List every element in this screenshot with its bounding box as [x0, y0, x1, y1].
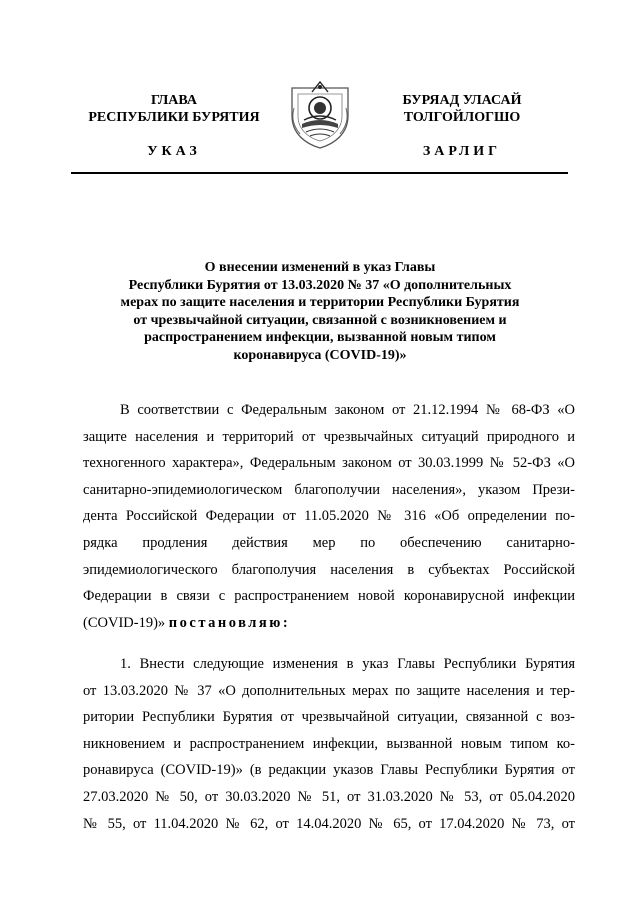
- document-title: [100, 259, 540, 364]
- decree-keyword: постановляю:: [168, 614, 291, 631]
- header-right-line2: ТОЛГОЙЛОГШО: [403, 110, 521, 125]
- paragraph-line: санитарно-эпидемиологическом благополучии населения», указом Прези-: [83, 481, 575, 498]
- paragraph-line: никновением и распространением инфекции, вызванной новым типом ко-: [83, 735, 575, 752]
- paragraph-line: от 13.03.2020 № 37 «О дополнительных мерах по защите населения и тер-: [83, 682, 575, 699]
- paragraph-line: 27.03.2020 № 50, от 30.03.2020 № 51, от 31.03.2020 № 53, от 05.04.2020: [83, 788, 575, 805]
- paragraph-line: ронавируса (COVID-19)» (в редакции указов Главы Республики Бурятия от: [83, 762, 575, 779]
- paragraph-line-prefix: (COVID-19)»: [83, 614, 169, 631]
- paragraph-line: № 55, от 11.04.2020 № 62, от 14.04.2020 № 65, от 17.04.2020 № 73, от: [83, 815, 575, 832]
- header-right-doc-type: ЗАРЛИГ: [422, 144, 502, 159]
- header-left: [74, 92, 274, 160]
- paragraph-line: рядка продления действия мер по обеспечению санитарно-: [83, 534, 575, 551]
- paragraph-line: дента Российской Федерации от 11.05.2020 № 316 «Об определении по-: [83, 508, 575, 525]
- title-line: Республики Бурятия от 13.03.2020 № 37 «О дополнительных: [128, 277, 512, 293]
- title-line: О внесении изменений в указ Главы: [204, 260, 436, 275]
- paragraph-line: Федерации в связи с распространением новой коронавирусной инфекции: [83, 588, 575, 605]
- clause-1-paragraph: [83, 651, 575, 837]
- paragraph-line: защите населения и территорий от чрезвычайных ситуаций природного и: [83, 428, 575, 445]
- preamble-paragraph: [83, 397, 575, 636]
- header-left-doc-type: УКАЗ: [147, 144, 201, 159]
- title-line: от чрезвычайной ситуации, связанной с возникновением и: [133, 312, 507, 328]
- title-line: распространением инфекции, вызванной новым типом: [144, 330, 496, 345]
- header-divider: [71, 172, 568, 174]
- paragraph-last-line: [83, 610, 575, 637]
- paragraph-line: ритории Республики Бурятия от чрезвычайной ситуации, связанной с воз-: [83, 709, 575, 726]
- header-left-line2: РЕСПУБЛИКИ БУРЯТИЯ: [88, 110, 260, 125]
- paragraph-line: техногенного характера», Федеральным законом от 30.03.1999 № 52-ФЗ «О: [83, 455, 575, 472]
- paragraph-line: 1. Внести следующие изменения в указ Главы Республики Бурятия: [120, 656, 575, 672]
- header-right-line1: БУРЯАД УЛАСАЙ: [402, 93, 522, 108]
- title-line: коронавируса (COVID-19)»: [233, 347, 407, 363]
- paragraph-line: В соответствии с Федеральным законом от 21.12.1994 № 68-ФЗ «О: [120, 402, 575, 418]
- header-right: [362, 92, 562, 160]
- title-line: мерах по защите населения и территории Республики Бурятия: [120, 295, 520, 310]
- coat-of-arms-icon: [286, 78, 354, 150]
- paragraph-line: эпидемиологического благополучия населения в субъектах Российской: [83, 561, 575, 578]
- header-left-line1: ГЛАВА: [151, 93, 197, 108]
